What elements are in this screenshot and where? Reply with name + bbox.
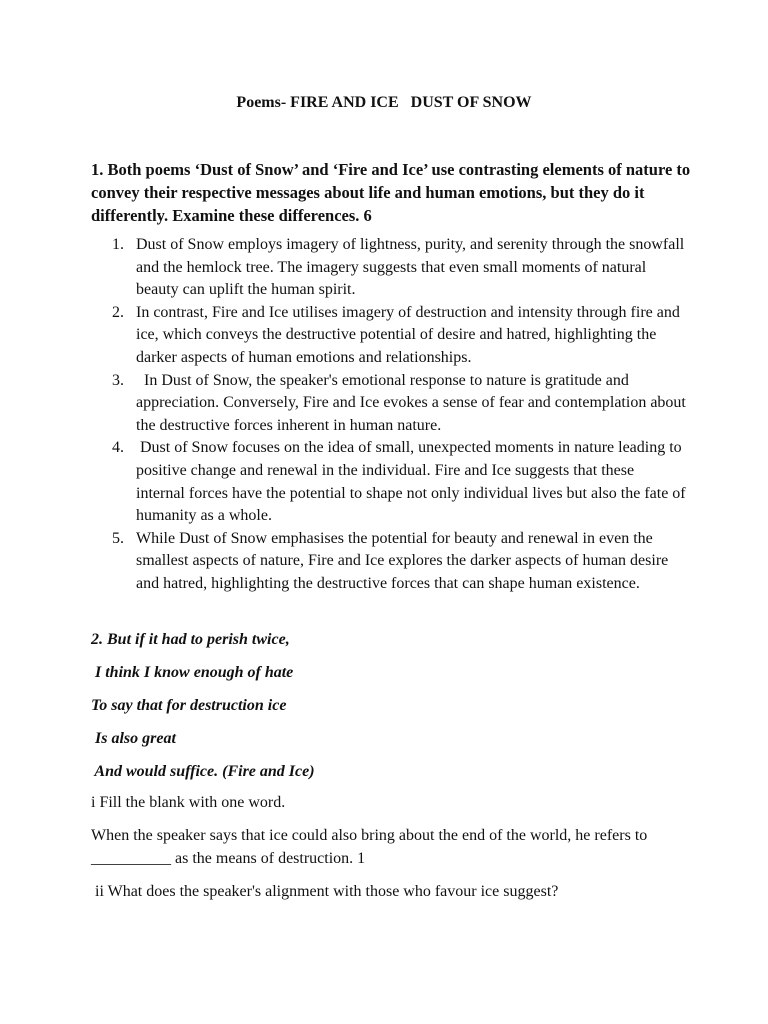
answer-text: Dust of Snow employs imagery of lightness, purity, and serenity through the snowfall and the hemlock tree. The imagery suggests that even small moments of natural beauty can uplift the human spirit.: [136, 236, 685, 299]
answer-text: In contrast, Fire and Ice utilises imagery of destruction and intensity through fire and ice, which conveys the destructive potential of desire and hatred, highlighting the darker aspects of human emotions and relationships.: [136, 303, 680, 366]
answer-number: 5.: [112, 529, 124, 547]
question-ii: ii What does the speaker's alignment with those who favour ice suggest?: [91, 883, 559, 900]
poem-line: 2. But if it had to perish twice,: [91, 631, 290, 648]
answer-number: 1.: [112, 236, 124, 253]
answer-item: [112, 528, 686, 596]
poem-line: Is also great: [91, 730, 176, 747]
poem-line: And would suffice. (Fire and Ice): [91, 763, 315, 780]
answer-item: [112, 437, 690, 527]
answer-number: 2.: [112, 303, 124, 321]
answer-item: [112, 370, 690, 438]
answer-number: 4.: [112, 439, 124, 457]
answer-item: [112, 302, 686, 370]
question-1: 1. Both poems ‘Dust of Snow’ and ‘Fire and Ice’ use contrasting elements of nature to convey their respective messages about life and human emotions, but they do it differently. Examine these differences. 6: [91, 160, 691, 225]
poem-excerpt: [91, 628, 691, 793]
answer-text: In Dust of Snow, the speaker's emotional response to nature is gratitude and appreciation. Conversely, Fire and Ice evokes a sense of fear and contemplation about the destructive forces inherent in human nature.: [136, 371, 690, 434]
poem-line: To say that for destruction ice: [91, 697, 287, 714]
instruction-text: i Fill the blank with one word.: [91, 794, 286, 811]
answer-text: While Dust of Snow emphasises the potential for beauty and renewal in even the smallest aspects of nature, Fire and Ice explores the darker aspects of human desire and hatred, highlighting the destructive forces that can shape human existence.: [136, 529, 669, 592]
fill-blank-sentence: When the speaker says that ice could also bring about the end of the world, he refers to __________ as the means of destruction. 1: [91, 827, 648, 867]
answer-item: [112, 234, 686, 302]
answer-text: Dust of Snow focuses on the idea of small, unexpected moments in nature leading to positive change and renewal in the individual. Fire and Ice suggests that these internal forces have the potential to shape not only individual lives but also the fate of humanity as a whole.: [136, 439, 690, 525]
poem-line: I think I know enough of hate: [91, 664, 294, 681]
document-title: Poems- FIRE AND ICE DUST OF SNOW: [236, 94, 532, 111]
answer-list: [112, 234, 690, 596]
answer-number: 3.: [112, 371, 124, 389]
